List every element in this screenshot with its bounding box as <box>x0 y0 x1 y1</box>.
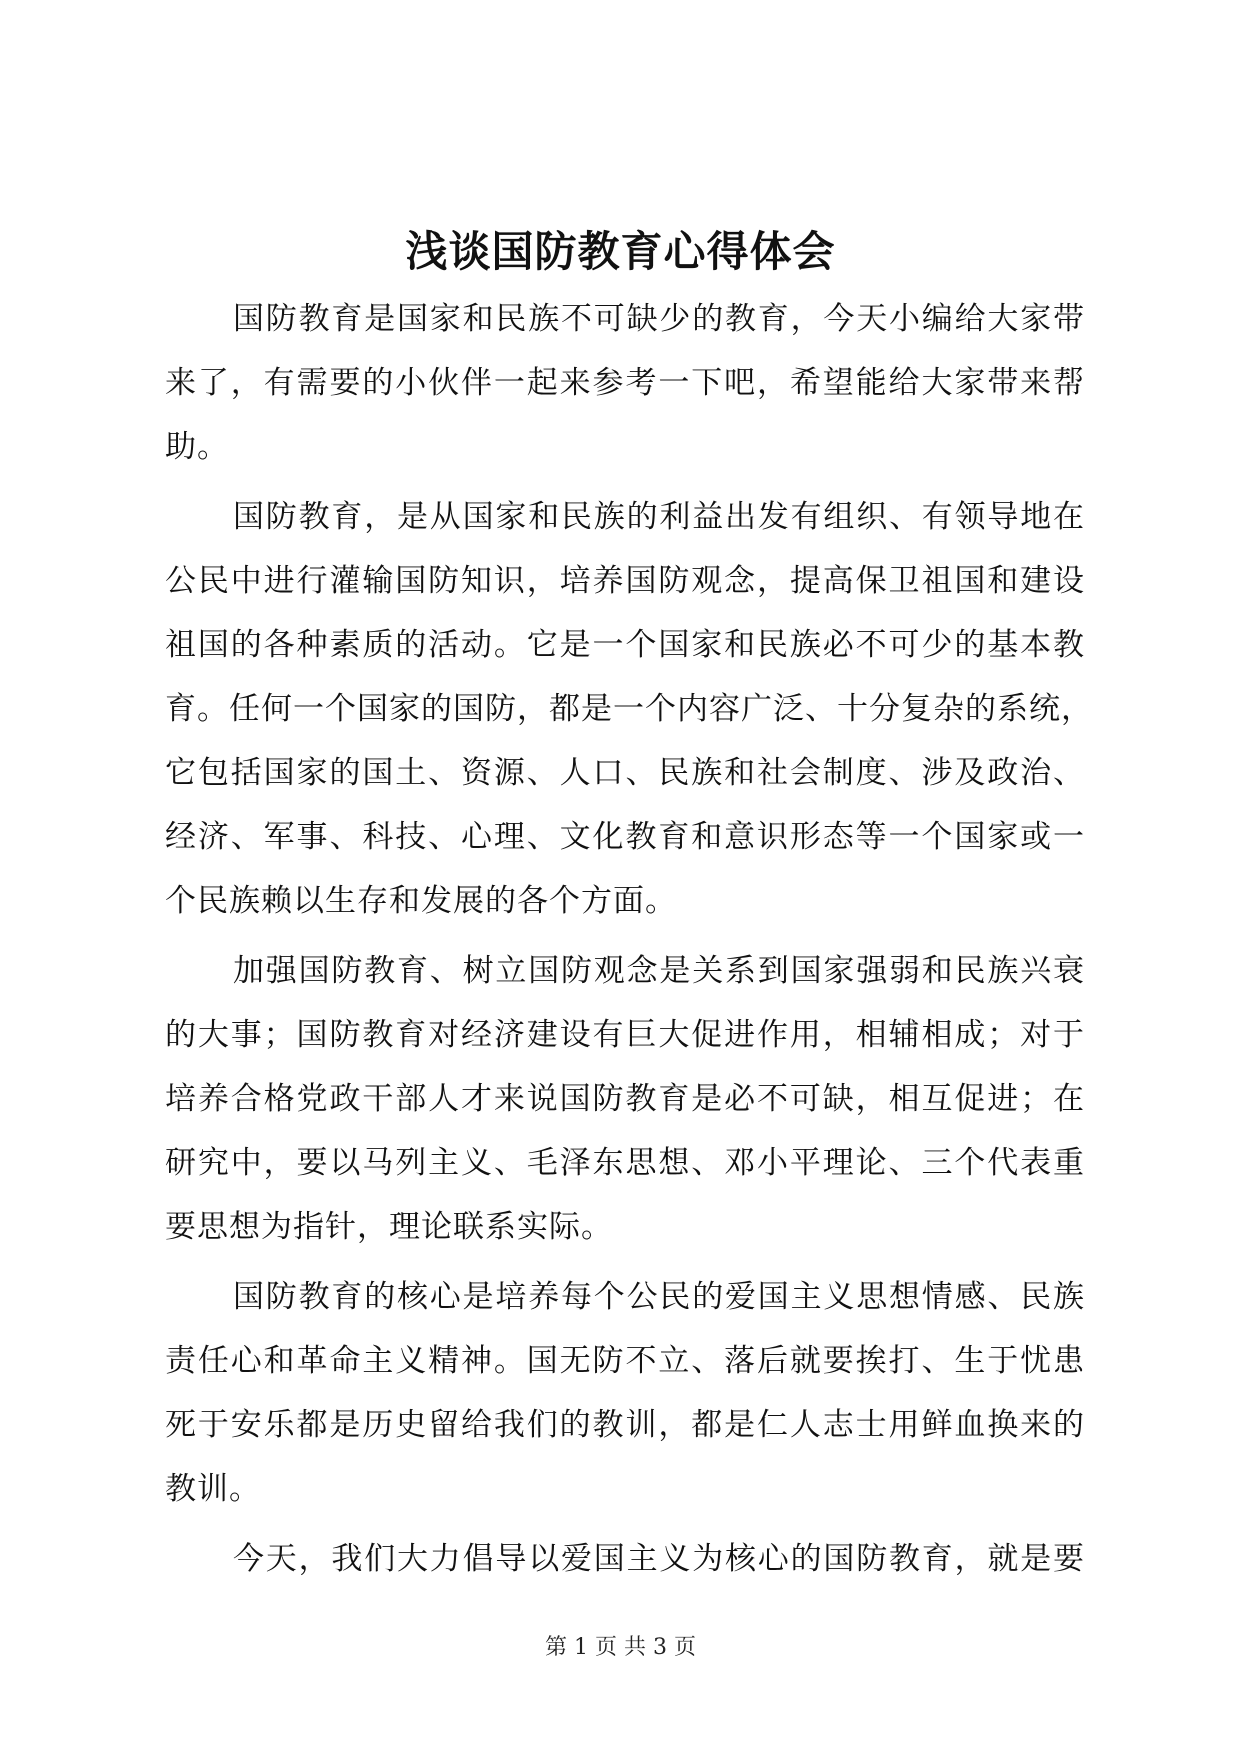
text-line: 死于安乐都是历史留给我们的教训，都是仁人志士用鲜血换来的 <box>165 1407 1085 1443</box>
text-line: 经济、军事、科技、心理、文化教育和意识形态等一个国家或一 <box>165 819 1085 855</box>
text-line: 教训。 <box>165 1471 261 1507</box>
text-line: 育。任何一个国家的国防，都是一个内容广泛、十分复杂的系统， <box>165 691 1093 727</box>
text-line: 国防教育，是从国家和民族的利益出发有组织、有领导地在 <box>233 499 1085 535</box>
page-number-footer: 第 1 页 共 3 页 <box>545 1635 696 1660</box>
text-line: 它包括国家的国土、资源、人口、民族和社会制度、涉及政治、 <box>165 755 1085 791</box>
paragraph-5 <box>165 1527 1085 1591</box>
paragraph-3 <box>165 939 1085 1259</box>
text-line: 培养合格党政干部人才来说国防教育是必不可缺，相互促进；在 <box>165 1081 1085 1117</box>
text-line: 要思想为指针，理论联系实际。 <box>165 1209 613 1245</box>
paragraph-2 <box>165 485 1093 933</box>
text-line: 研究中，要以马列主义、毛泽东思想、邓小平理论、三个代表重 <box>165 1145 1085 1181</box>
text-line: 国防教育是国家和民族不可缺少的教育，今天小编给大家带 <box>233 301 1085 337</box>
paragraph-1 <box>165 287 1085 479</box>
text-line: 责任心和革命主义精神。国无防不立、落后就要挨打、生于忧患 <box>165 1343 1085 1379</box>
text-line: 来了，有需要的小伙伴一起来参考一下吧，希望能给大家带来帮 <box>165 365 1085 401</box>
document-body <box>165 287 1093 1597</box>
document-title: 浅谈国防教育心得体会 <box>405 227 836 276</box>
text-line: 今天，我们大力倡导以爱国主义为核心的国防教育，就是要 <box>233 1541 1085 1577</box>
text-line: 加强国防教育、树立国防观念是关系到国家强弱和民族兴衰 <box>233 953 1085 989</box>
text-line: 助。 <box>165 429 229 465</box>
paragraph-4 <box>165 1265 1085 1521</box>
text-line: 国防教育的核心是培养每个公民的爱国主义思想情感、民族 <box>233 1279 1085 1315</box>
text-line: 的大事；国防教育对经济建设有巨大促进作用，相辅相成；对于 <box>165 1017 1085 1053</box>
text-line: 祖国的各种素质的活动。它是一个国家和民族必不可少的基本教 <box>165 627 1085 663</box>
text-line: 公民中进行灌输国防知识，培养国防观念，提高保卫祖国和建设 <box>165 563 1085 599</box>
text-line: 个民族赖以生存和发展的各个方面。 <box>165 883 677 919</box>
